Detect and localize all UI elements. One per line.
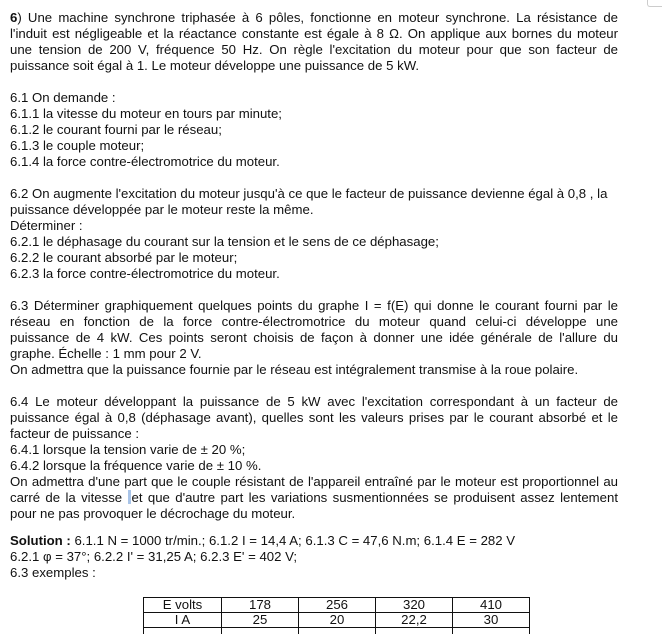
row-header: E volts [144,598,222,613]
table-row-continuation [144,628,530,635]
question-line: 6.2 On augmente l'excitation du moteur jusqu'à ce que le facteur de puissance devienne égal à 0,8 , la [10,186,608,201]
table-row-e [144,598,530,613]
question-item: 6.4.1 lorsque la tension varie de ± 20 %; [10,442,246,457]
table-row-i [144,613,530,628]
question-line: graphe. Échelle : 1 mm pour 2 V. [10,346,202,361]
text-cursor [128,490,131,504]
question-6-2 [10,186,618,282]
question-6-1 [10,90,618,170]
question-line: pour ne pas provoquer le décrochage du moteur. [10,506,296,521]
question-item: 6.1.4 la force contre-électromotrice du moteur. [10,154,280,169]
question-6-3 [10,298,618,378]
problem-number: 6 [10,10,18,25]
table-cell: 256 [299,598,376,613]
question-line: réseau en fonction de la force contre-électromotrice du moteur quand celui-ci développe une [10,314,618,329]
question-6-4 [10,394,618,522]
intro-line: puissance soit égal à 1. Le moteur développe une puissance de 5 kW. [10,58,420,73]
solution-line: 6.2.1 φ = 37°; 6.2.2 I' = 31,25 A; 6.2.3 E' = 402 V; [10,549,298,564]
question-line: On admettra d'une part que le couple résistant de l'appareil entraîné par le moteur est proportionnel au [10,474,618,489]
problem-intro [10,10,618,74]
solution-section [10,533,630,581]
solution-line: Solution : 6.1.1 N = 1000 tr/min.; 6.1.2 I = 14,4 A; 6.1.3 C = 47,6 N.m; 6.1.4 E = 282 V [10,533,516,548]
table-cell: 178 [222,598,299,613]
question-item: 6.2.3 la force contre-électromotrice du moteur. [10,266,280,281]
intro-line: 6) Une machine synchrone triphasée à 6 pôles, fonctionne en moteur synchrone. La résistance de [10,10,618,25]
row-header: I A [144,613,222,628]
page-corner-decoration [647,0,662,7]
question-item: 6.2.2 le courant absorbé par le moteur; [10,250,238,265]
solution-label: Solution : [10,533,71,548]
results-table [143,597,530,634]
question-item: 6.1.3 le couple moteur; [10,138,145,153]
question-line: puissance égal à 0,8 (déphasage avant), quelles sont les valeurs prises par le courant absorbé et le [10,410,618,425]
question-line: 6.4 Le moteur développant la puissance de 5 kW avec l'excitation correspondant à un facteur de [10,394,618,409]
question-heading: 6.1 On demande : [10,90,116,105]
table-cell: 410 [453,598,530,613]
question-line: puissance développée par le moteur reste la même. [10,202,314,217]
question-item: 6.4.2 lorsque la fréquence varie de ± 10 %. [10,458,262,473]
question-line: 6.3 Déterminer graphiquement quelques points du graphe I = f(E) qui donne le courant fourni par le [10,298,618,313]
question-line: On admettra que la puissance fournie par le réseau est intégralement transmise à la roue polaire. [10,362,579,377]
question-line: carré de la vitesse et que d'autre part les variations susmentionnées se produisent assez lentement [10,490,619,505]
question-item: 6.1.2 le courant fourni par le réseau; [10,122,222,137]
question-line: facteur de puissance : [10,426,140,441]
table-cell: 22,2 [376,613,453,628]
document-page [10,10,618,522]
question-subheading: Déterminer : [10,218,83,233]
question-line: puissance de 4 kW. Ces points seront choisis de façon à donner une idée générale de l'allure du [10,330,618,345]
question-item: 6.1.1 la vitesse du moteur en tours par minute; [10,106,282,121]
solution-line: 6.3 exemples : [10,565,96,580]
intro-line: une tension de 200 V, fréquence 50 Hz. On règle l'excitation du moteur pour que son facteur de [10,42,618,57]
table-cell: 20 [299,613,376,628]
table-cell: 25 [222,613,299,628]
question-item: 6.2.1 le déphasage du courant sur la tension et le sens de ce déphasage; [10,234,439,249]
table-cell: 30 [453,613,530,628]
table-cell: 320 [376,598,453,613]
intro-line: l'induit est négligeable et la réactance constante est égale à 8 Ω. On applique aux bornes du moteur [10,26,618,41]
